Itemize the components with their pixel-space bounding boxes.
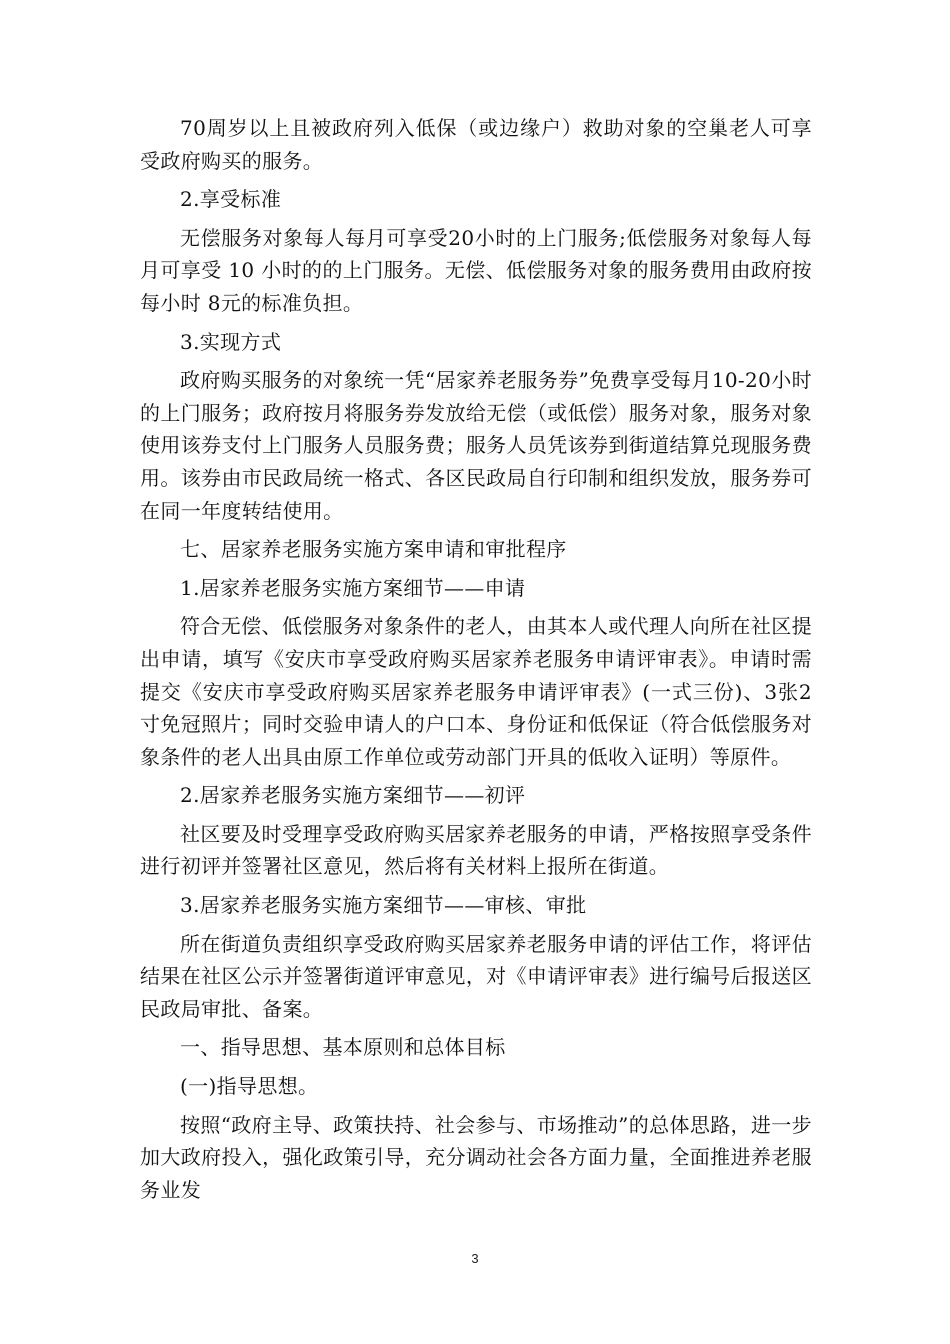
heading-section-seven: 七、居家养老服务实施方案申请和审批程序: [180, 537, 567, 562]
paragraph-preliminary-review: 社区要及时受理享受政府购买居家养老服务的申请，严格按照享受条件进行初评并签署社区意见，然后将有关材料上报所在街道。: [140, 821, 812, 879]
heading-enjoy-standard: 2.享受标准: [180, 187, 282, 212]
paragraph-implementation: 政府购买服务的对象统一凭“居家养老服务券”免费享受每月10-20小时的上门服务；政府按月将服务券发放给无偿（或低偿）服务对象，服务对象使用该券支付上门服务人员服务费；服务人员凭该券到街道结算兑现服务费用。该券由市民政局统一格式、各区民政局自行印制和组织发放，服务券可在同一年度转结使用。: [140, 368, 812, 523]
heading-application: 1.居家养老服务实施方案细节——申请: [180, 575, 526, 600]
paragraph-audit-approval: 所在街道负责组织享受政府购买居家养老服务申请的评估工作，将评估结果在社区公示并签署街道评审意见，对《申请评审表》进行编号后报送区民政局审批、备案。: [140, 931, 812, 1021]
paragraph-application: 符合无偿、低偿服务对象条件的老人，由其本人或代理人向所在社区提出申请，填写《安庆市享受政府购买居家养老服务申请评审表》。申请时需提交《安庆市享受政府购买居家养老服务申请评审表》(一式三份)、3张2寸免冠照片；同时交验申请人的户口本、身份证和低保证（符合低偿服务对象条件的老人出具由原工作单位或劳动部门开具的低收入证明）等原件。: [140, 614, 812, 769]
heading-guiding-ideology: (一)指导思想。: [180, 1074, 319, 1099]
heading-implementation: 3.实现方式: [180, 329, 282, 354]
paragraph-guiding-ideology: 按照“政府主导、政策扶持、社会参与、市场推动”的总体思路，进一步加大政府投入，强化政策引导，充分调动社会各方面力量，全面推进养老服务业发: [140, 1112, 812, 1202]
heading-audit-approval: 3.居家养老服务实施方案细节——审核、审批: [180, 893, 587, 918]
document-body: [140, 112, 812, 1206]
page-number: 3: [471, 1251, 479, 1266]
paragraph-enjoy-standard: 无偿服务对象每人每月可享受20小时的上门服务;低偿服务对象每人每月可享受 10 小时的的上门服务。无偿、低偿服务对象的服务费用由政府按每小时 8元的标准负担。: [140, 225, 812, 315]
heading-section-one: 一、指导思想、基本原则和总体目标: [180, 1035, 506, 1060]
heading-preliminary-review: 2.居家养老服务实施方案细节——初评: [180, 783, 526, 808]
paragraph-eligibility: 70周岁以上且被政府列入低保（或边缘户）救助对象的空巢老人可享受政府购买的服务。: [140, 116, 812, 173]
